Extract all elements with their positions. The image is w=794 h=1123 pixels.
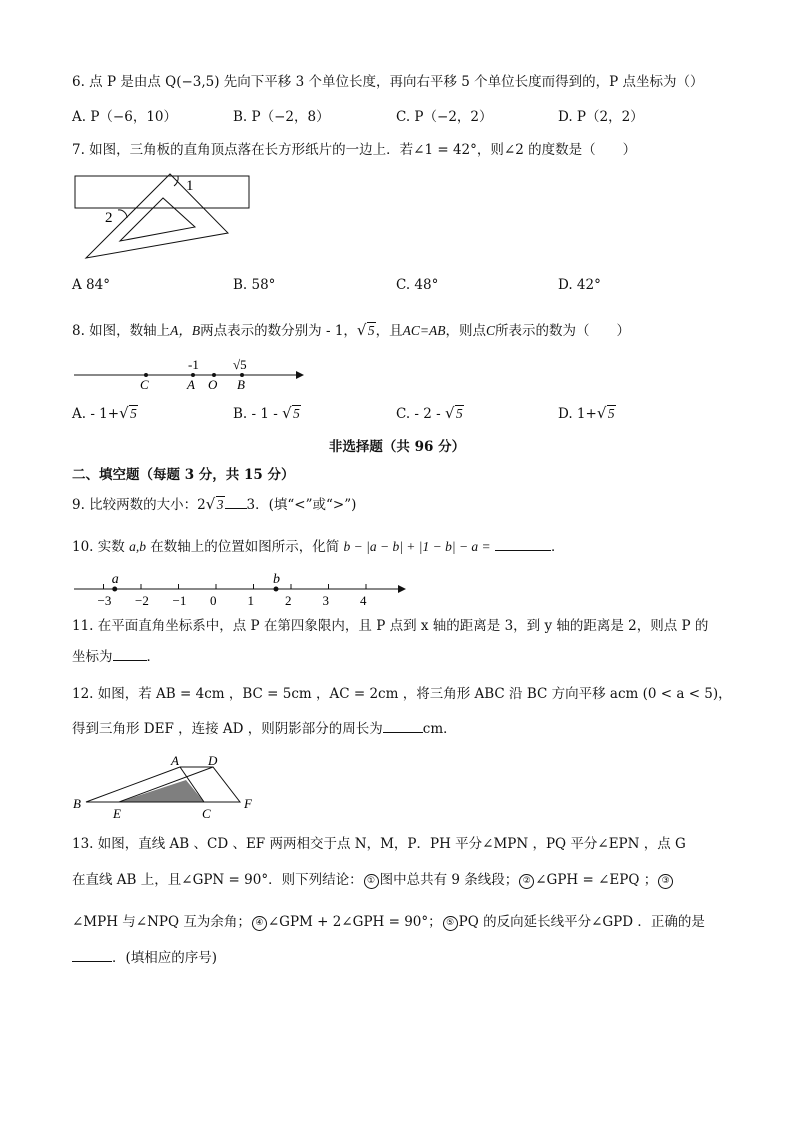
q10-tick-label: −1: [172, 593, 187, 608]
q12-label-c: C: [202, 806, 211, 821]
q7-angle2-label: 2: [105, 210, 113, 226]
q13-line1: 13. 如图，直线 AB 、CD 、EF 两两相交于点 N，M，P．PH 平分∠MPN ，PQ 平分∠EPN ，点 G: [72, 836, 686, 852]
q13-line2: 在直线 AB 上，且∠GPN = 90°．则下列结论： ① 图中总共有 9 条线段； ② ∠GPH = ∠EPQ ； ③: [72, 871, 674, 889]
q8-stem-vars-ab: A，B: [170, 323, 201, 338]
section-title: 非选择题（共 96 分）: [328, 439, 466, 455]
q7-option-d: D. 42°: [558, 277, 601, 293]
q7-option-c: C. 48°: [396, 277, 439, 293]
q10-tick-label: 0: [210, 593, 217, 608]
q7-option-b: B. 58°: [233, 277, 276, 293]
part2-heading: 二、填空题（每题 3 分，共 15 分）: [72, 467, 295, 483]
q8-stem-eq: AC=AB: [402, 323, 446, 338]
q8-option-b: B. - 1 - √ 5: [233, 404, 300, 422]
q10-tick-label: 4: [360, 593, 367, 608]
q10-tick-label: 1: [247, 593, 254, 608]
q8-label-o: O: [208, 377, 218, 392]
q8-stem-part-d: ，则点: [445, 323, 487, 339]
q12-line1: 12. 如图，若 AB = 4cm ，BC = 5cm ，AC = 2cm ，将三角形 ABC 沿 BC 方向平移 acm (0 < a < 5)，: [72, 686, 732, 702]
q7-angle1-label: 1: [186, 178, 194, 194]
q10-point-label-b: b: [273, 572, 280, 587]
q7-stem: 7. 如图，三角板的直角顶点落在长方形纸片的一边上．若∠1 = 42°，则∠2 的度数是（ ）: [72, 142, 637, 158]
q8-label-a: A: [187, 377, 195, 392]
q8-stem-part-a: 8. 如图，数轴上: [72, 323, 171, 339]
q10-point-label-a: a: [111, 572, 119, 587]
q10-stem: 10. 实数 a,b 在数轴上的位置如图所示，化简 b − |a − b| + |1 − b| − a = ．: [72, 539, 565, 555]
q6-option-a: A. P（−6，10）: [72, 109, 177, 125]
q6-stem: 6. 点 P 是由点 Q(−3,5) 先向下平移 3 个单位长度，再向右平移 5 个单位长度而得到的，P 点坐标为（）: [72, 74, 704, 90]
q9-stem: 9. 比较两数的大小：2 √ 3 3．(填“<”或“>”): [72, 495, 357, 513]
q8-label-sqrt5: √5: [233, 357, 247, 372]
q12-label-a: A: [171, 753, 179, 768]
q7-option-a: A 84°: [72, 277, 110, 293]
q8-stem-point-c: C: [486, 323, 496, 338]
q6-option-c: C. P（−2，2）: [396, 109, 493, 125]
q12-label-b: B: [73, 796, 81, 811]
q11-line2: 坐标为 ．: [72, 649, 160, 665]
q13-line3: ∠MPH 与∠NPQ 互为余角； ④ ∠GPM + 2∠GPH = 90°； ⑤ PQ 的反向延长线平分∠GPD ．正确的是: [72, 914, 705, 930]
q12-label-d: D: [208, 753, 218, 768]
q10-tick-label: −3: [97, 593, 112, 608]
q8-label-c: C: [140, 377, 149, 392]
q12-label-e: E: [113, 806, 121, 821]
q11-line1: 11. 在平面直角坐标系中，点 P 在第四象限内，且 P 点到 x 轴的距离是 3，到 y 轴的距离是 2，则点 P 的: [72, 618, 709, 634]
q12-line2: 得到三角形 DEF ，连接 AD ，则阴影部分的周长为 cm．: [72, 721, 457, 737]
q13-answer-blank[interactable]: [72, 949, 112, 962]
q10-tick-label: 3: [322, 593, 329, 608]
q8-stem-sqrt: √ 5: [356, 321, 375, 339]
q8-stem-part-b: 两点表示的数分别为 - 1，: [200, 323, 357, 339]
q8-label-b: B: [237, 377, 245, 392]
q10-tick-label: −2: [135, 593, 149, 608]
q8-label-minus1: -1: [188, 357, 199, 372]
q10-tick-label: 2: [285, 593, 292, 608]
q12-label-f: F: [244, 796, 252, 811]
q8-stem-part-e: 所表示的数为（ ）: [495, 323, 631, 339]
q8-stem-part-c: ，且: [375, 323, 403, 339]
q6-option-b: B. P（−2，8）: [233, 109, 330, 125]
q6-option-d: D. P（2，2）: [558, 109, 644, 125]
q8-option-c: C. - 2 - √ 5: [396, 404, 463, 422]
q13-line4: ．(填相应的序号): [72, 949, 217, 967]
q8-option-a: A. - 1+ √ 5: [72, 404, 137, 422]
q8-option-d: D. 1+ √ 5: [558, 404, 615, 422]
